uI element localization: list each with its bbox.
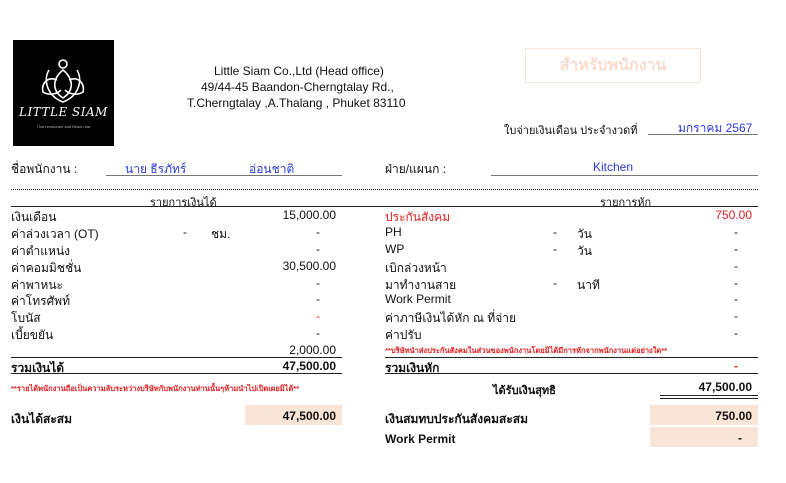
- total-deduction-value: -: [734, 359, 738, 373]
- deduction-row-qty: -: [553, 242, 557, 256]
- income-row-label: เบี้ยขยัน: [11, 328, 54, 342]
- employee-last-name: อ่อนชาติ: [249, 162, 295, 176]
- employee-copy-stamp: สำหรับพนักงาน: [525, 48, 701, 83]
- deduction-row-unit: นาที: [577, 278, 600, 292]
- income-row-qty: -: [183, 225, 187, 239]
- slip-period-label: ใบจ่ายเงินเดือน ประจำงวดที่: [504, 125, 638, 137]
- company-name: Little Siam Co.,Ltd (Head office): [214, 64, 384, 78]
- work-permit-summary-value: -: [738, 431, 742, 445]
- accumulated-income-value: 47,500.00: [282, 409, 336, 423]
- income-row-label: ค่าล่วงเวลา (OT): [11, 227, 99, 241]
- income-row-label: โบนัส: [11, 311, 41, 325]
- income-row-value: 15,000.00: [282, 208, 336, 222]
- company-logo: [13, 40, 114, 146]
- deduction-row-value: -: [734, 225, 738, 239]
- income-row-label: ค่าโทรศัพท์: [11, 294, 71, 308]
- income-row-value: -: [316, 276, 320, 290]
- income-row-label: ค่าตำแหน่ง: [11, 244, 71, 258]
- accumulated-sso-label: เงินสมทบประกันสังคมสะสม: [385, 412, 529, 426]
- work-permit-summary-label: Work Permit: [385, 432, 456, 446]
- deduction-row-unit: วัน: [577, 227, 592, 241]
- employee-first-name: นาย ธีรภัทร์: [125, 162, 187, 176]
- deduction-header: รายการหัก: [600, 197, 652, 209]
- net-pay-value: 47,500.00: [698, 380, 752, 394]
- deduction-row-value: -: [734, 292, 738, 306]
- deduction-row-value: -: [734, 309, 738, 323]
- income-row-label: เงินเดือน: [11, 210, 57, 224]
- income-row-value: -: [316, 225, 320, 239]
- deduction-row-value: -: [734, 259, 738, 273]
- income-row-label: ค่าคอมมิชชั่น: [11, 261, 82, 275]
- deduction-row-label: ประกันสังคม: [385, 210, 451, 224]
- income-row-value: -: [316, 309, 320, 323]
- total-income-value: 47,500.00: [282, 359, 336, 373]
- deduction-row-qty: -: [553, 225, 557, 239]
- income-row-unit: ชม.: [211, 227, 231, 241]
- income-row-value: 2,000.00: [289, 343, 336, 357]
- deduction-row-unit: วัน: [577, 244, 592, 258]
- income-row-value: -: [316, 242, 320, 256]
- deduction-row-value: -: [734, 326, 738, 340]
- deduction-row-label: เบิกล่วงหน้า: [385, 261, 447, 275]
- income-row-label: ค่าพาหนะ: [11, 278, 63, 292]
- deduction-row-label: PH: [385, 225, 402, 239]
- logo-text: LITTLE SIAM: [19, 105, 108, 119]
- company-address-line1: 49/44-45 Baandon-Cherngtalay Rd.,: [201, 80, 394, 94]
- deduction-row-value: -: [734, 276, 738, 290]
- deduction-row-label: มาทำงานสาย: [385, 278, 457, 292]
- income-row-value: -: [316, 292, 320, 306]
- department-label: ฝ่าย/แผนก :: [385, 162, 447, 176]
- income-header: รายการเงินได้: [150, 197, 217, 209]
- net-pay-label: ได้รับเงินสุทธิ: [493, 385, 556, 397]
- lotus-icon: [13, 40, 114, 110]
- sso-note: **บริษัทนำส่งประกันสังคมในส่วนของพนักงานโดยมิได้มีการหักจากพนักงานแต่อย่างใด**: [385, 346, 668, 355]
- total-deduction-label: รวมเงินหัก: [385, 361, 440, 375]
- slip-period-value: มกราคม 2567: [678, 121, 753, 135]
- deduction-row-label: ค่าภาษีเงินได้หัก ณ ที่จ่าย: [385, 311, 517, 325]
- accumulated-income-label: เงินได้สะสม: [11, 412, 72, 426]
- deduction-row-qty: -: [553, 276, 557, 290]
- deduction-row-value: -: [734, 242, 738, 256]
- company-address-line2: T.Cherngtalay ,A.Thalang , Phuket 83110: [187, 96, 406, 110]
- department-value: Kitchen: [593, 160, 634, 174]
- income-row-value: -: [316, 326, 320, 340]
- accumulated-sso-value: 750.00: [715, 409, 752, 423]
- total-income-label: รวมเงินได้: [11, 361, 65, 375]
- employee-name-label: ชื่อพนักงาน :: [11, 162, 78, 176]
- deduction-row-label: WP: [385, 242, 405, 256]
- income-row-value: 30,500.00: [282, 259, 336, 273]
- confidential-note: **รายได้พนักงานถือเป็นความลับระหว่างบริษัทกับพนักงานท่านนั้นๆห้ามนำไปเปิดเผยมิได้**: [11, 384, 300, 393]
- deduction-row-value: 750.00: [715, 208, 752, 222]
- logo-subtext: Thai restaurant and Beach bar: [36, 124, 91, 129]
- deduction-row-label: ค่าปรับ: [385, 328, 422, 342]
- deduction-row-label: Work Permit: [385, 292, 451, 306]
